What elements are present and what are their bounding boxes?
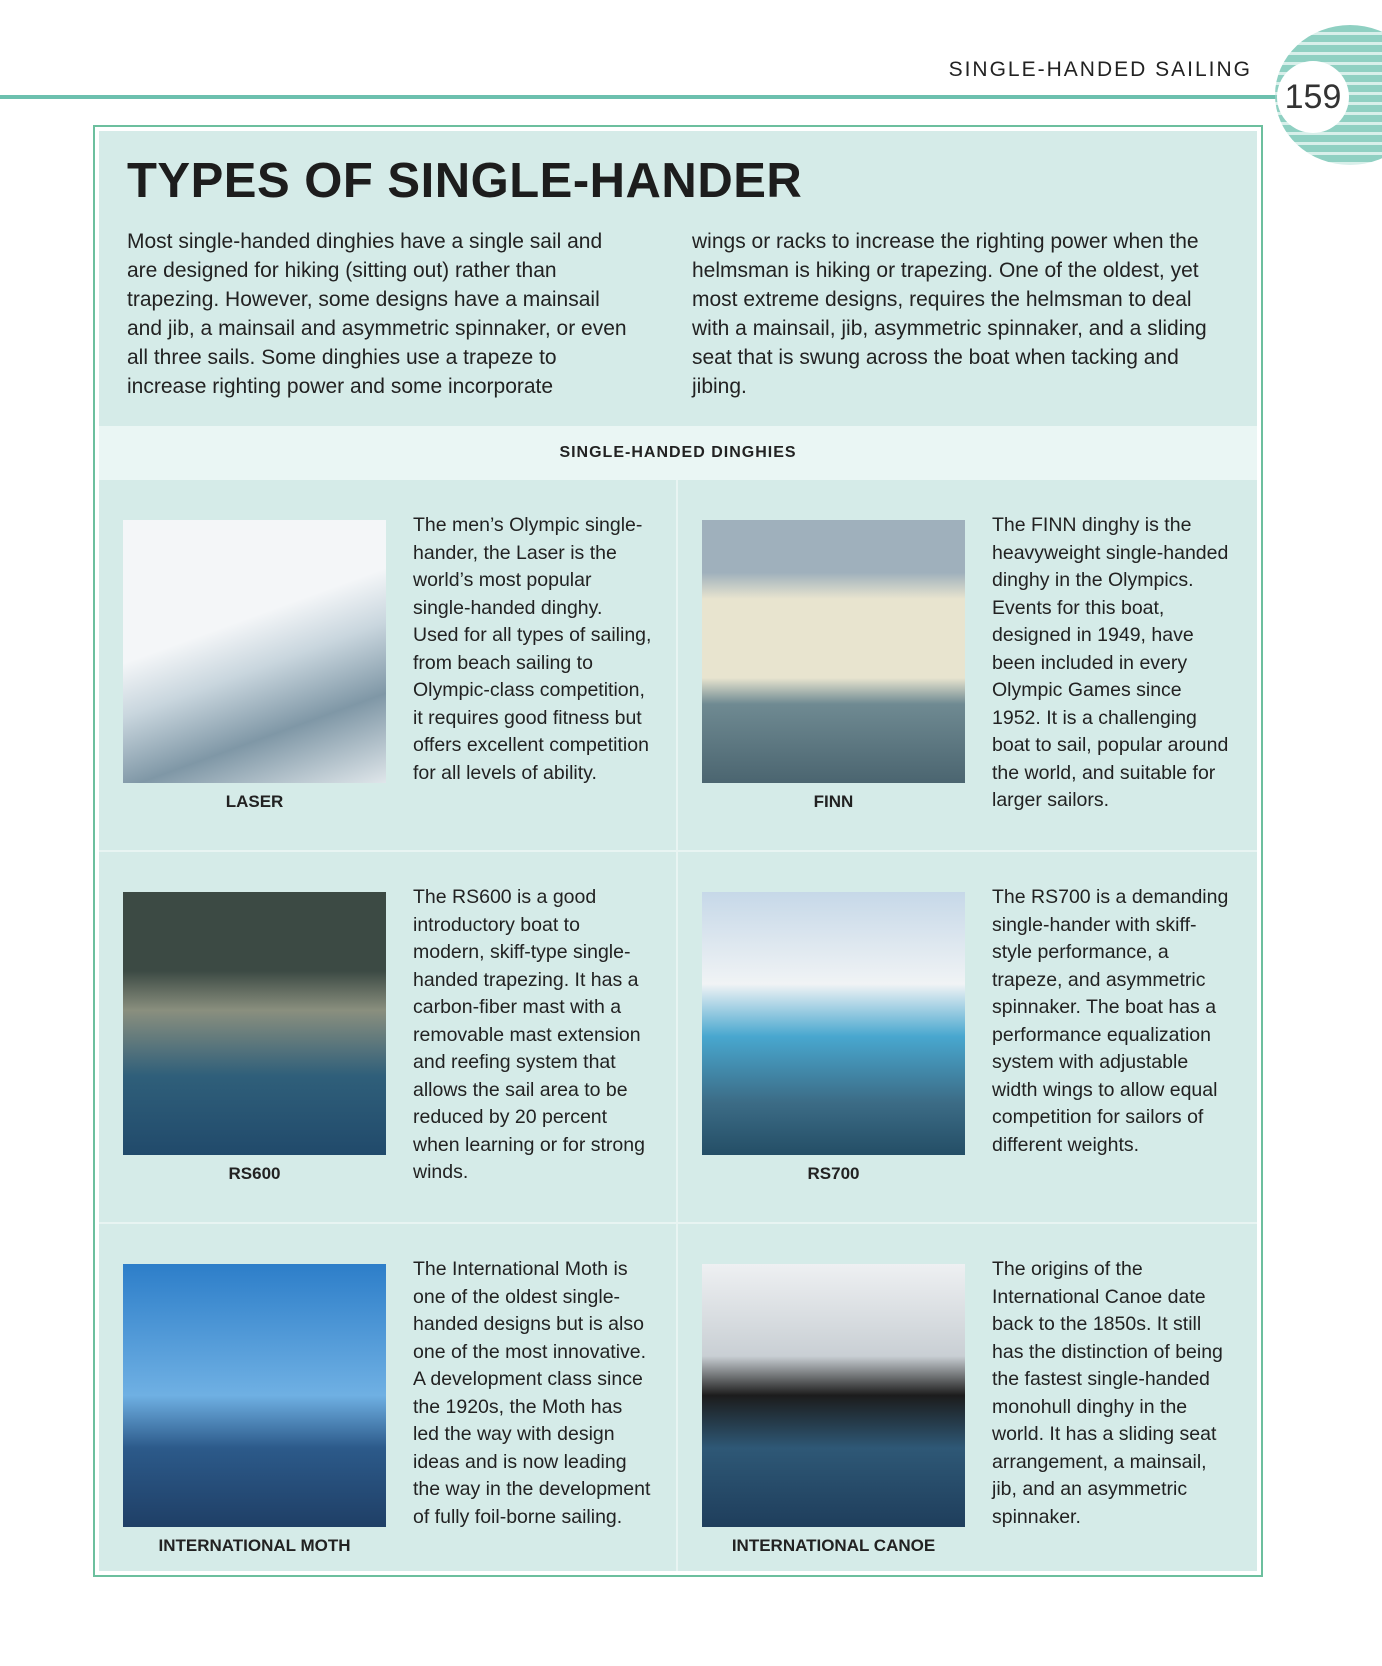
- boat-card-canoe: [678, 1224, 1257, 1571]
- page-number-badge: [1275, 25, 1382, 165]
- header-rule: [0, 95, 1290, 99]
- boat-description: The men’s Olympic single-hander, the Laser is the world’s most popular single-handed dinghy. Used for all types of sailing, from beach sailing to Olympic-class competition, it requires good fitness but offers excellent competition for all levels of ability.: [413, 514, 652, 784]
- boat-card-laser: [99, 480, 678, 852]
- boat-description: The International Moth is one of the oldest single-handed designs but is also one of the most innovative. A development class since the 1920s, the Moth has led the way with design ideas and is now leading the way in the development of fully foil-borne sailing.: [413, 1258, 651, 1528]
- intro-paragraph-right: wings or racks to increase the righting power when the helmsman is hiking or trapezing. One of the oldest, yet most extreme designs, requires the helmsman to deal with a mainsail, jib, asymmetric spinnaker, and a sliding seat that is swung across the boat when tacking and jibing.: [692, 230, 1207, 398]
- page-title: TYPES OF SINGLE-HANDER: [127, 154, 803, 208]
- content-panel: [93, 125, 1263, 1577]
- intro-paragraph-left: Most single-handed dinghies have a single sail and are designed for hiking (sitting out) rather than trapezing. However, some designs have a mainsail and jib, a mainsail and asymmetric spinnaker, or even all three sails. Some dinghies use a trapeze to increase righting power and some incorporate: [127, 230, 627, 398]
- boat-card-finn: [678, 480, 1257, 852]
- boat-caption: INTERNATIONAL MOTH: [158, 1536, 351, 1555]
- boat-card-rs600: [99, 852, 678, 1224]
- boat-card-rs700: [678, 852, 1257, 1224]
- boat-card-moth: [99, 1224, 678, 1571]
- boat-description: The RS600 is a good introductory boat to modern, skiff-type single-handed trapezing. It has a carbon-fiber mast with a removable mast extension and reefing system that allows the sail area to be reduced by 20 percent when learning or for strong winds.: [413, 886, 645, 1183]
- moth-photo: [123, 1264, 386, 1527]
- boat-description: The FINN dinghy is the heavyweight single-handed dinghy in the Olympics. Events for this boat, designed in 1949, have been included in every Olympic Games since 1952. It is a challenging boat to sail, popular around the world, and suitable for larger sailors.: [992, 514, 1229, 811]
- boat-caption: RS600: [228, 1164, 281, 1183]
- running-header: SINGLE-HANDED SAILING: [948, 58, 1252, 81]
- laser-photo: [123, 520, 386, 783]
- finn-photo: [702, 520, 965, 783]
- section-label: SINGLE-HANDED DINGHIES: [99, 426, 1257, 480]
- boat-grid: [99, 480, 1257, 1571]
- boat-caption: INTERNATIONAL CANOE: [731, 1536, 936, 1555]
- page-number: 159: [1277, 61, 1349, 133]
- boat-description: The origins of the International Canoe date back to the 1850s. It still has the distinction of being the fastest single-handed monohull dinghy in the world. It has a sliding seat arrangement, a mainsail, jib, and an asymmetric spinnaker.: [992, 1258, 1223, 1528]
- boat-description: The RS700 is a demanding single-hander with skiff-style performance, a trapeze, and asymmetric spinnaker. The boat has a performance equalization system with adjustable width wings to allow equal competition for sailors of different weights.: [992, 886, 1229, 1156]
- rs700-photo: [702, 892, 965, 1155]
- canoe-photo: [702, 1264, 965, 1527]
- boat-caption: LASER: [225, 792, 284, 811]
- rs600-photo: [123, 892, 386, 1155]
- boat-caption: FINN: [813, 792, 854, 811]
- boat-caption: RS700: [807, 1164, 860, 1183]
